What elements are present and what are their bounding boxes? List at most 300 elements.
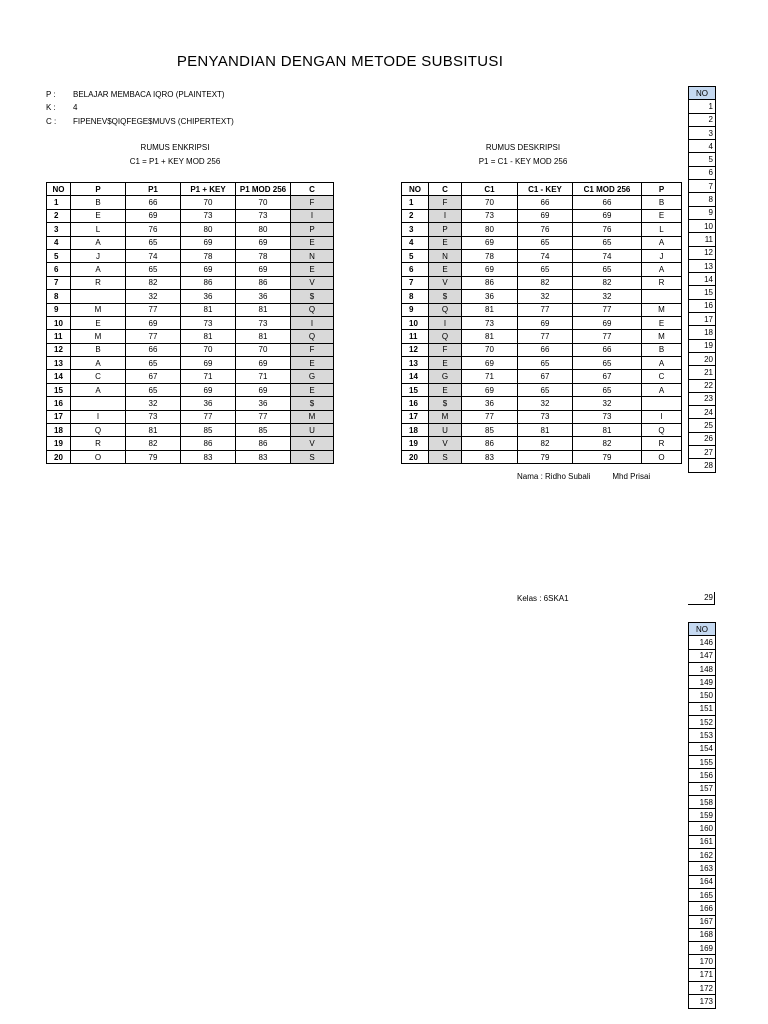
table-cell: 82 xyxy=(573,276,642,289)
row-number-cell: 13 xyxy=(689,259,716,272)
table-cell xyxy=(71,290,126,303)
table-cell: 66 xyxy=(518,196,573,209)
table-cell: Q xyxy=(291,330,334,343)
row-number-cell: 21 xyxy=(689,366,716,379)
table-cell xyxy=(71,397,126,410)
table-row xyxy=(402,424,682,437)
table-cell: 81 xyxy=(236,303,291,316)
info-label: C : xyxy=(46,117,57,126)
table-cell: 69 xyxy=(236,357,291,370)
table-cell: I xyxy=(291,316,334,329)
table-cell: 66 xyxy=(573,196,642,209)
table-row xyxy=(402,410,682,423)
table-cell: 77 xyxy=(181,410,236,423)
row-number-cell: 8 xyxy=(689,193,716,206)
table-cell: L xyxy=(71,223,126,236)
table-cell: 80 xyxy=(236,223,291,236)
table-cell: 69 xyxy=(181,263,236,276)
table-cell: 86 xyxy=(181,437,236,450)
table-cell: 78 xyxy=(181,249,236,262)
table-cell: 5 xyxy=(47,249,71,262)
row-number-cell: 17 xyxy=(689,313,716,326)
table-cell: 69 xyxy=(126,209,181,222)
table-cell: 81 xyxy=(126,424,181,437)
table-cell: 82 xyxy=(573,437,642,450)
table-cell: 85 xyxy=(236,424,291,437)
column-header: C1 xyxy=(462,183,518,196)
table-row xyxy=(47,316,334,329)
table-row xyxy=(47,196,334,209)
table-row xyxy=(47,330,334,343)
info-value: FIPENEV$QIQFEGE$MUVS (CHIPERTEXT) xyxy=(73,117,234,126)
table-cell: 65 xyxy=(573,383,642,396)
table-cell: E xyxy=(291,357,334,370)
row-number-cell: 157 xyxy=(689,782,716,795)
table-cell: Q xyxy=(429,303,462,316)
table-cell: 36 xyxy=(236,397,291,410)
table-row xyxy=(47,397,334,410)
table-cell: M xyxy=(291,410,334,423)
table-cell: 67 xyxy=(126,370,181,383)
table-row xyxy=(47,249,334,262)
row-number-cell: 161 xyxy=(689,835,716,848)
table-cell: 73 xyxy=(518,410,573,423)
table-cell: A xyxy=(642,236,682,249)
table-cell: F xyxy=(291,196,334,209)
table-cell: A xyxy=(71,357,126,370)
row-number-cell: 173 xyxy=(689,995,716,1008)
table-cell: E xyxy=(291,236,334,249)
table-cell: R xyxy=(71,276,126,289)
table-cell: 32 xyxy=(573,290,642,303)
row-number-cell: 12 xyxy=(689,246,716,259)
table-cell: U xyxy=(429,424,462,437)
row-number-cell: 171 xyxy=(689,968,716,981)
table-cell: 69 xyxy=(236,383,291,396)
row-number-cell: 2 xyxy=(689,113,716,126)
row-number-cell: 164 xyxy=(689,875,716,888)
table-row xyxy=(402,303,682,316)
formula-enkripsi xyxy=(100,141,250,169)
table-cell: 65 xyxy=(573,357,642,370)
table-cell: 79 xyxy=(573,450,642,463)
table-cell: 67 xyxy=(518,370,573,383)
table-cell: 69 xyxy=(573,209,642,222)
table-cell: 69 xyxy=(518,316,573,329)
table-cell: I xyxy=(291,209,334,222)
row-number-cell: 172 xyxy=(689,982,716,995)
table-cell: 78 xyxy=(462,249,518,262)
table-cell xyxy=(642,397,682,410)
table-row xyxy=(402,249,682,262)
table-cell: 82 xyxy=(518,276,573,289)
table-row xyxy=(402,383,682,396)
table-row xyxy=(402,276,682,289)
row-number-cell: 29 xyxy=(688,592,715,605)
table-cell: A xyxy=(71,236,126,249)
table-cell: L xyxy=(642,223,682,236)
table-cell: 20 xyxy=(402,450,429,463)
table-cell: 32 xyxy=(126,290,181,303)
row-number-cell: 169 xyxy=(689,942,716,955)
row-number-cell: 15 xyxy=(689,286,716,299)
table-cell: I xyxy=(429,316,462,329)
table-cell: 32 xyxy=(126,397,181,410)
table-cell: 6 xyxy=(47,263,71,276)
page-title: PENYANDIAN DENGAN METODE SUBSITUSI xyxy=(176,53,504,70)
row-number-cell: 166 xyxy=(689,902,716,915)
row-number-cell: 165 xyxy=(689,888,716,901)
table-row xyxy=(402,343,682,356)
table-cell: 73 xyxy=(181,316,236,329)
table-cell: $ xyxy=(291,290,334,303)
table-cell: G xyxy=(429,370,462,383)
table-cell: 77 xyxy=(126,330,181,343)
table-cell: 86 xyxy=(462,437,518,450)
row-number-cell: 6 xyxy=(689,166,716,179)
table-cell: F xyxy=(291,343,334,356)
info-label: P : xyxy=(46,90,56,99)
formula-deskripsi xyxy=(448,141,598,169)
table-cell: 4 xyxy=(402,236,429,249)
row-number-cell: 25 xyxy=(689,419,716,432)
table-row xyxy=(402,450,682,463)
table-cell: 36 xyxy=(462,397,518,410)
table-cell: 81 xyxy=(462,303,518,316)
table-cell: 73 xyxy=(126,410,181,423)
table-cell: 9 xyxy=(47,303,71,316)
table-cell: 82 xyxy=(126,276,181,289)
formula-heading: RUMUS DESKRIPSI xyxy=(485,143,561,152)
column-header: P1 MOD 256 xyxy=(236,183,291,196)
table-cell: Q xyxy=(291,303,334,316)
table-cell: 10 xyxy=(47,316,71,329)
table-cell: R xyxy=(71,437,126,450)
row-number-cell: 152 xyxy=(689,716,716,729)
table-cell: Q xyxy=(71,424,126,437)
table-cell: R xyxy=(642,276,682,289)
table-cell: 78 xyxy=(236,249,291,262)
table-cell: 81 xyxy=(573,424,642,437)
info-key xyxy=(46,103,77,112)
table-cell: 36 xyxy=(236,290,291,303)
table-cell: Q xyxy=(642,424,682,437)
table-cell: 79 xyxy=(126,450,181,463)
table-cell: V xyxy=(291,276,334,289)
table-row xyxy=(47,424,334,437)
table-cell: 66 xyxy=(126,196,181,209)
table-cell: 81 xyxy=(181,303,236,316)
table-cell: 18 xyxy=(47,424,71,437)
table-row xyxy=(402,223,682,236)
table-cell: E xyxy=(429,357,462,370)
table-cell: 65 xyxy=(126,263,181,276)
table-cell: 13 xyxy=(47,357,71,370)
table-cell: 80 xyxy=(181,223,236,236)
table-cell: 14 xyxy=(47,370,71,383)
table-cell: 14 xyxy=(402,370,429,383)
table-cell: 83 xyxy=(236,450,291,463)
table-cell: M xyxy=(642,330,682,343)
table-row xyxy=(402,397,682,410)
table-cell: C xyxy=(71,370,126,383)
formula-expression: C1 = P1 + KEY MOD 256 xyxy=(129,157,221,166)
table-row xyxy=(402,209,682,222)
table-cell: 71 xyxy=(462,370,518,383)
table-cell: 73 xyxy=(573,410,642,423)
table-cell: 77 xyxy=(573,330,642,343)
table-cell: 86 xyxy=(236,437,291,450)
row-number-cell: 14 xyxy=(689,273,716,286)
table-cell: 69 xyxy=(126,316,181,329)
row-number-cell: 149 xyxy=(689,676,716,689)
table-cell: 1 xyxy=(402,196,429,209)
table-cell: 74 xyxy=(573,249,642,262)
column-header: P1 + KEY xyxy=(181,183,236,196)
table-cell: E xyxy=(291,263,334,276)
table-cell: C xyxy=(642,370,682,383)
table-cell: $ xyxy=(429,290,462,303)
table-cell: 36 xyxy=(181,290,236,303)
row-number-cell: 1 xyxy=(689,100,716,113)
row-number-cell: 155 xyxy=(689,755,716,768)
table-cell: 85 xyxy=(462,424,518,437)
row-number-cell: 20 xyxy=(689,352,716,365)
table-row xyxy=(402,290,682,303)
info-value: 4 xyxy=(73,103,78,112)
table-cell: 73 xyxy=(236,209,291,222)
table-cell: 81 xyxy=(236,330,291,343)
table-cell: 70 xyxy=(236,196,291,209)
column-header: P1 xyxy=(126,183,181,196)
table-cell: 86 xyxy=(462,276,518,289)
table-cell: N xyxy=(291,249,334,262)
table-cell: N xyxy=(429,249,462,262)
table-cell: A xyxy=(71,383,126,396)
table-cell: J xyxy=(71,249,126,262)
table-cell: 85 xyxy=(181,424,236,437)
table-cell: E xyxy=(71,316,126,329)
row-number-cell: 146 xyxy=(689,636,716,649)
table-cell: 77 xyxy=(462,410,518,423)
table-cell: A xyxy=(642,263,682,276)
table-cell: 77 xyxy=(518,303,573,316)
row-number-cell: 3 xyxy=(689,126,716,139)
table-row xyxy=(47,209,334,222)
row-number-cell: 167 xyxy=(689,915,716,928)
table-cell: E xyxy=(642,209,682,222)
table-header-row xyxy=(47,183,334,196)
table-cell: 71 xyxy=(236,370,291,383)
table-cell: 77 xyxy=(518,330,573,343)
table-cell: 12 xyxy=(47,343,71,356)
column-header: NO xyxy=(47,183,71,196)
info-ciphertext xyxy=(46,117,234,126)
table-cell: 73 xyxy=(462,209,518,222)
row-number-cell: 7 xyxy=(689,180,716,193)
row-number-cell: 163 xyxy=(689,862,716,875)
table-cell: E xyxy=(429,263,462,276)
table-cell: 73 xyxy=(181,209,236,222)
table-cell: 5 xyxy=(402,249,429,262)
table-cell: B xyxy=(71,343,126,356)
table-row xyxy=(402,437,682,450)
row-number-cell: 10 xyxy=(689,219,716,232)
table-row xyxy=(47,263,334,276)
table-cell: 66 xyxy=(126,343,181,356)
table-row xyxy=(47,437,334,450)
table-cell: 17 xyxy=(47,410,71,423)
table-cell: 16 xyxy=(402,397,429,410)
table-cell: 81 xyxy=(518,424,573,437)
table-cell: 18 xyxy=(402,424,429,437)
table-row xyxy=(47,450,334,463)
table-cell: 1 xyxy=(47,196,71,209)
row-number-cell: 5 xyxy=(689,153,716,166)
row-number-column-top xyxy=(688,86,716,473)
table-cell: M xyxy=(71,330,126,343)
table-cell: 65 xyxy=(126,357,181,370)
table-cell: 76 xyxy=(518,223,573,236)
table-cell: 2 xyxy=(402,209,429,222)
table-row xyxy=(47,223,334,236)
table-cell: 76 xyxy=(126,223,181,236)
table-cell: 70 xyxy=(236,343,291,356)
table-cell: 74 xyxy=(126,249,181,262)
table-cell: 7 xyxy=(402,276,429,289)
table-cell: M xyxy=(429,410,462,423)
table-cell: R xyxy=(642,437,682,450)
table-cell: $ xyxy=(291,397,334,410)
table-cell: 6 xyxy=(402,263,429,276)
table-cell: 32 xyxy=(518,397,573,410)
row-number-cell: 26 xyxy=(689,432,716,445)
table-cell: 19 xyxy=(402,437,429,450)
table-cell: I xyxy=(429,209,462,222)
table-cell: O xyxy=(71,450,126,463)
table-cell: 86 xyxy=(236,276,291,289)
table-cell: 71 xyxy=(181,370,236,383)
row-number-cell: 170 xyxy=(689,955,716,968)
table-cell: 69 xyxy=(573,316,642,329)
table-header-row xyxy=(402,183,682,196)
table-cell: 32 xyxy=(573,397,642,410)
table-row xyxy=(402,236,682,249)
column-header: P xyxy=(642,183,682,196)
table-row xyxy=(402,330,682,343)
table-row xyxy=(47,290,334,303)
row-number-cell: 154 xyxy=(689,742,716,755)
table-cell: 65 xyxy=(518,383,573,396)
table-cell: 4 xyxy=(47,236,71,249)
table-cell: 86 xyxy=(181,276,236,289)
table-cell: A xyxy=(71,263,126,276)
decryption-table xyxy=(401,182,682,464)
table-row xyxy=(47,236,334,249)
table-cell: 8 xyxy=(402,290,429,303)
row-number-cell: 9 xyxy=(689,206,716,219)
table-cell: 69 xyxy=(181,236,236,249)
info-value: BELAJAR MEMBACA IQRO (PLAINTEXT) xyxy=(73,90,225,99)
table-cell: 69 xyxy=(462,236,518,249)
row-number-header: NO xyxy=(689,87,716,100)
table-cell: 83 xyxy=(181,450,236,463)
table-cell: 81 xyxy=(181,330,236,343)
table-cell: S xyxy=(429,450,462,463)
table-cell: 77 xyxy=(573,303,642,316)
table-cell: 69 xyxy=(462,263,518,276)
table-cell: 15 xyxy=(47,383,71,396)
author-name: Nama : Ridho Subali xyxy=(517,472,591,481)
table-cell: 83 xyxy=(462,450,518,463)
table-row xyxy=(402,357,682,370)
row-number-cell: 160 xyxy=(689,822,716,835)
table-cell: M xyxy=(642,303,682,316)
table-cell: 69 xyxy=(236,263,291,276)
column-header: C1 - KEY xyxy=(518,183,573,196)
formula-heading: RUMUS ENKRIPSI xyxy=(140,143,210,152)
table-cell: Q xyxy=(429,330,462,343)
row-number-cell: 28 xyxy=(689,459,716,472)
table-cell: 70 xyxy=(181,196,236,209)
table-cell: E xyxy=(71,209,126,222)
table-cell: 9 xyxy=(402,303,429,316)
row-number-cell: 158 xyxy=(689,795,716,808)
row-number-header: NO xyxy=(689,623,716,636)
table-cell: 69 xyxy=(518,209,573,222)
table-cell: G xyxy=(291,370,334,383)
table-cell: 20 xyxy=(47,450,71,463)
table-cell: 77 xyxy=(236,410,291,423)
table-row xyxy=(402,316,682,329)
row-number-cell: 147 xyxy=(689,649,716,662)
table-cell: 82 xyxy=(126,437,181,450)
table-cell: F xyxy=(429,343,462,356)
table-cell: 66 xyxy=(518,343,573,356)
table-cell: 70 xyxy=(462,343,518,356)
table-cell: 77 xyxy=(126,303,181,316)
table-cell: 79 xyxy=(518,450,573,463)
table-row xyxy=(47,370,334,383)
row-number-cell: 22 xyxy=(689,379,716,392)
table-cell: A xyxy=(642,383,682,396)
row-number-cell: 24 xyxy=(689,406,716,419)
table-cell: B xyxy=(642,196,682,209)
table-cell: O xyxy=(642,450,682,463)
column-header: C xyxy=(429,183,462,196)
row-number-cell: 11 xyxy=(689,233,716,246)
class-label: Kelas : 6SKA1 xyxy=(517,594,569,603)
row-number-cell: 168 xyxy=(689,928,716,941)
table-cell: 17 xyxy=(402,410,429,423)
table-row xyxy=(47,276,334,289)
table-cell: 73 xyxy=(462,316,518,329)
table-cell: V xyxy=(291,437,334,450)
table-cell: F xyxy=(429,196,462,209)
row-number-cell: 159 xyxy=(689,809,716,822)
table-cell: 69 xyxy=(181,357,236,370)
table-cell: V xyxy=(429,437,462,450)
encryption-table xyxy=(46,182,334,464)
table-cell: 2 xyxy=(47,209,71,222)
table-cell: 3 xyxy=(402,223,429,236)
table-cell xyxy=(642,290,682,303)
table-row xyxy=(47,357,334,370)
table-cell: 15 xyxy=(402,383,429,396)
author-name-second: Mhd Prisai xyxy=(612,472,651,481)
info-plaintext xyxy=(46,90,225,99)
table-row xyxy=(402,370,682,383)
